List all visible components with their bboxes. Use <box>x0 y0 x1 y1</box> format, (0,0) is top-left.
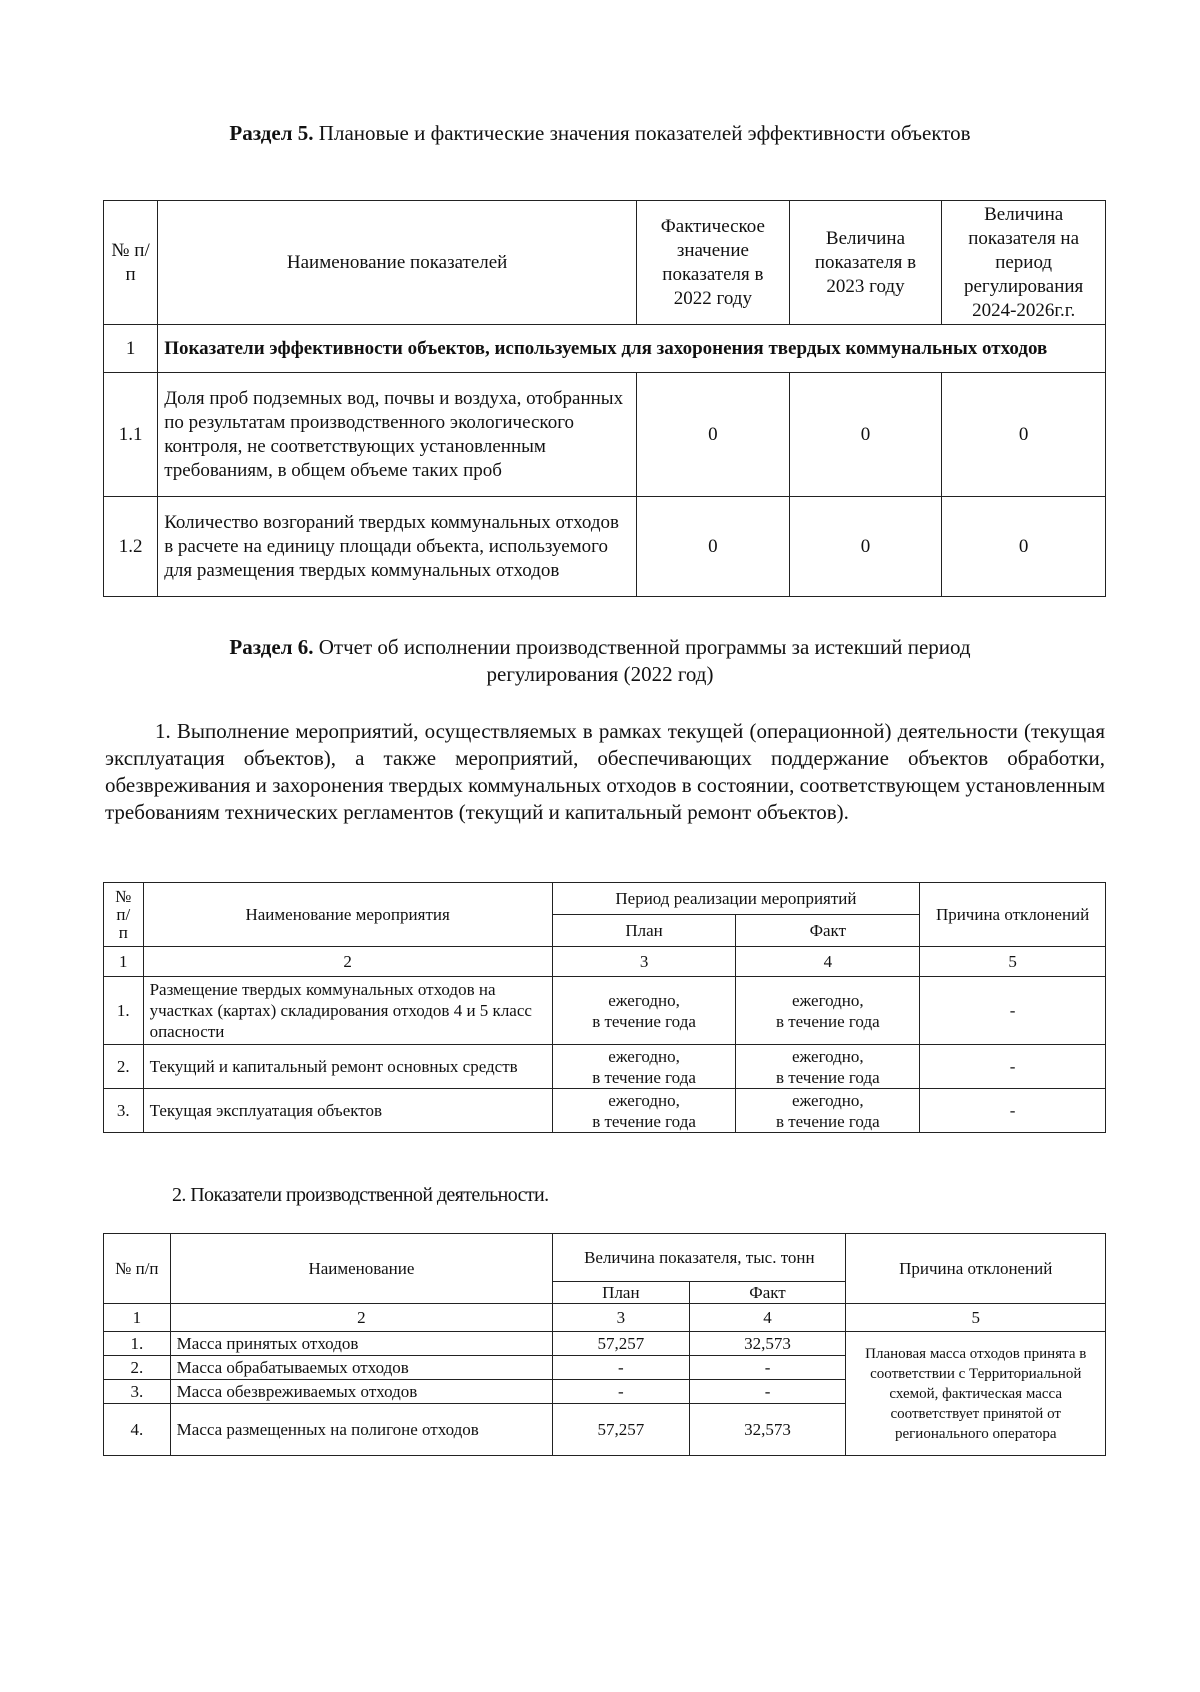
table-row <box>104 1089 1106 1133</box>
column-numbers-row <box>104 947 1106 977</box>
col-num: 3 <box>552 947 736 977</box>
col-num: 1 <box>104 1304 171 1332</box>
row-reason: - <box>920 1045 1106 1089</box>
section5-title <box>0 120 1200 147</box>
row-fact <box>736 1089 920 1133</box>
header-name: Наименование мероприятия <box>143 883 552 947</box>
section6-title-bold: Раздел 6. <box>229 635 314 659</box>
table-row <box>104 373 1106 497</box>
row-num: 1.1 <box>104 373 158 497</box>
header-2023: Величина показателя в 2023 году <box>789 201 942 325</box>
col-num: 5 <box>920 947 1106 977</box>
row-name: Масса принятых отходов <box>170 1332 553 1356</box>
fact-line2: в течение года <box>775 1011 880 1031</box>
section5-title-bold: Раздел 5. <box>229 121 314 145</box>
header-num: № п/п <box>104 201 158 325</box>
fact-line1: ежегодно, <box>791 1090 864 1110</box>
group-label: Показатели эффективности объектов, используемых для захоронения твердых коммунальных отходов <box>158 325 1106 373</box>
row-fact: - <box>689 1356 846 1380</box>
header-num: № п/ п <box>104 883 144 947</box>
col-num: 3 <box>553 1304 689 1332</box>
fact-line1: ежегодно, <box>791 990 864 1010</box>
row-2022: 0 <box>637 497 790 597</box>
plan-line2: в течение года <box>592 1011 696 1031</box>
row-plan: 57,257 <box>553 1404 689 1456</box>
section6-title-text: Отчет об исполнении производственной программы за истекший период <box>313 635 971 659</box>
header-fact: Факт <box>736 915 920 947</box>
row-fact <box>736 1045 920 1089</box>
header-num: № п/п <box>104 1234 171 1304</box>
row-num: 2. <box>104 1356 171 1380</box>
column-numbers-row <box>104 1304 1106 1332</box>
row-plan: - <box>553 1356 689 1380</box>
row-name: Текущая эксплуатация объектов <box>143 1089 552 1133</box>
row-plan: - <box>553 1380 689 1404</box>
row-2024: 0 <box>942 497 1106 597</box>
row-name: Масса размещенных на полигоне отходов <box>170 1404 553 1456</box>
row-2022: 0 <box>637 373 790 497</box>
plan-line1: ежегодно, <box>608 1090 680 1110</box>
table-header-row <box>104 1234 1106 1282</box>
section5-title-text: Плановые и фактические значения показателей эффективности объектов <box>313 121 971 145</box>
section6-title <box>0 634 1200 688</box>
row-name: Количество возгораний твердых коммунальных отходов в расчете на единицу площади объекта, используемого для размещения твердых коммунальных отходов <box>158 497 637 597</box>
row-name: Масса обезвреживаемых отходов <box>170 1380 553 1404</box>
header-fact: Факт <box>689 1282 846 1304</box>
col-num: 4 <box>689 1304 846 1332</box>
table-row <box>104 497 1106 597</box>
row-num: 1. <box>104 1332 171 1356</box>
row-num: 3. <box>104 1380 171 1404</box>
header-name: Наименование показателей <box>158 201 637 325</box>
production-indicators-table <box>103 1233 1106 1456</box>
header-plan: План <box>552 915 736 947</box>
plan-line1: ежегодно, <box>608 1046 680 1066</box>
table-header-row <box>104 201 1106 325</box>
deviation-reason: Плановая масса отходов принята в соответствии с Территориальной схемой, фактическая масса соответствует принятой от регионального оператора <box>846 1332 1106 1456</box>
fact-line1: ежегодно, <box>791 1046 864 1066</box>
row-2023: 0 <box>789 373 942 497</box>
row-name: Текущий и капитальный ремонт основных средств <box>143 1045 552 1089</box>
plan-line2: в течение года <box>592 1111 696 1131</box>
plan-line2: в течение года <box>592 1067 696 1087</box>
table-group-row <box>104 325 1106 373</box>
col-num: 5 <box>846 1304 1106 1332</box>
table-header-row <box>104 883 1106 915</box>
row-name: Размещение твердых коммунальных отходов на участках (картах) складирования отходов 4 и 5 класс опасности <box>143 977 552 1045</box>
row-plan: 57,257 <box>553 1332 689 1356</box>
header-reason: Причина отклонений <box>846 1234 1106 1304</box>
table-row <box>104 977 1106 1045</box>
section6-paragraph-1: 1. Выполнение мероприятий, осуществляемых в рамках текущей (операционной) деятельности (текущая эксплуатация объектов), а также мероприятий, обеспечивающих поддержание объектов обработки, обезвреживания и захоронения твердых коммунальных отходов в состоянии, соответствующем установленным требованиям технических регламентов (текущий и капитальный ремонт объектов). <box>105 719 1105 824</box>
section6-title-line2: регулирования (2022 год) <box>486 662 714 686</box>
col-num: 1 <box>104 947 144 977</box>
group-num: 1 <box>104 325 158 373</box>
fact-line2: в течение года <box>775 1111 880 1131</box>
header-plan: План <box>553 1282 689 1304</box>
row-reason: - <box>920 977 1106 1045</box>
col-num: 4 <box>736 947 920 977</box>
row-plan <box>552 977 736 1045</box>
row-2023: 0 <box>789 497 942 597</box>
col-num: 2 <box>143 947 552 977</box>
row-reason: - <box>920 1089 1106 1133</box>
row-num: 4. <box>104 1404 171 1456</box>
row-name: Доля проб подземных вод, почвы и воздуха, отобранных по результатам производственного экологического контроля, не соответствующих установленным требованиям, в общем объеме таких проб <box>158 373 637 497</box>
header-name: Наименование <box>170 1234 553 1304</box>
row-fact <box>736 977 920 1045</box>
row-num: 1. <box>104 977 144 1045</box>
row-plan <box>552 1045 736 1089</box>
row-num: 3. <box>104 1089 144 1133</box>
fact-line2: в течение года <box>775 1067 880 1087</box>
row-2024: 0 <box>942 373 1106 497</box>
table-row <box>104 1045 1106 1089</box>
row-num: 1.2 <box>104 497 158 597</box>
row-fact: - <box>689 1380 846 1404</box>
activities-table <box>103 882 1106 1133</box>
row-fact: 32,573 <box>689 1404 846 1456</box>
header-period: Период реализации мероприятий <box>552 883 920 915</box>
row-name: Масса обрабатываемых отходов <box>170 1356 553 1380</box>
row-num: 2. <box>104 1045 144 1089</box>
row-fact: 32,573 <box>689 1332 846 1356</box>
header-2022: Фактическое значение показателя в 2022 году <box>637 201 790 325</box>
plan-line1: ежегодно, <box>608 990 680 1010</box>
col-num: 2 <box>170 1304 553 1332</box>
header-value: Величина показателя, тыс. тонн <box>553 1234 846 1282</box>
table-row <box>104 1332 1106 1356</box>
row-plan <box>552 1089 736 1133</box>
header-reason: Причина отклонений <box>920 883 1106 947</box>
section6-paragraph-2: 2. Показатели производственной деятельности. <box>172 1184 549 1206</box>
header-2024-2026: Величина показателя на период регулирования 2024-2026г.г. <box>942 201 1106 325</box>
section5-table <box>103 200 1106 597</box>
